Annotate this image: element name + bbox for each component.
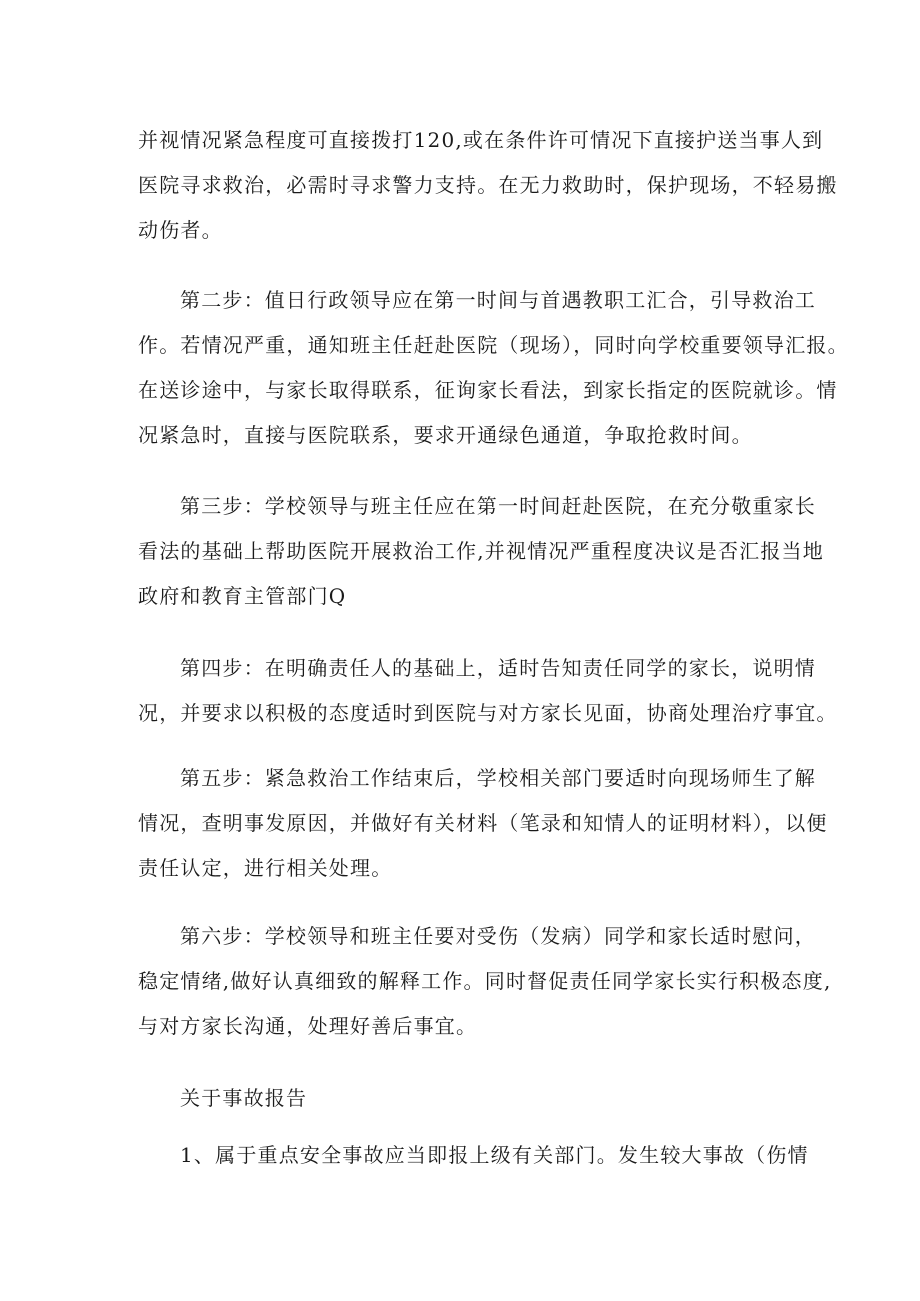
text-line: 第二步：值日行政领导应在第一时间与首遇教职工汇合，引导救治工 xyxy=(180,288,816,312)
paragraph-step-4 xyxy=(138,646,838,736)
text-line: 并视情况紧急程度可直接拨打120,或在条件许可情况下直接护送当事人到 xyxy=(138,128,824,152)
text-line: 看法的基础上帮助医院开展救治工作,并视情况严重程度决议是否汇报当地 xyxy=(138,539,824,563)
text-line: 第三步：学校领导与班主任应在第一时间赶赴医院，在充分敬重家长 xyxy=(180,494,816,518)
text-line: 况紧急时，直接与医院联系，要求开通绿色通道，争取抢救时间。 xyxy=(138,423,753,447)
text-line: 稳定情绪,做好认真细致的解释工作。同时督促责任同学家长实行积极态度, xyxy=(138,969,832,993)
heading-text: 关于事故报告 xyxy=(180,1086,308,1110)
list-item-1 xyxy=(138,1133,809,1178)
section-heading-accident-report xyxy=(138,1076,798,1121)
paragraph-continuation xyxy=(138,118,838,253)
paragraph-step-5 xyxy=(138,756,828,891)
text-line: 作。若情况严重，通知班主任赶赴医院（现场），同时向学校重要领导汇报。 xyxy=(138,333,849,357)
text-line: 第五步：紧急救治工作结束后，学校相关部门要适时向现场师生了解 xyxy=(180,766,816,790)
text-line: 政府和教育主管部门Q xyxy=(138,584,347,608)
text-line: 况，并要求以积极的态度适时到医院与对方家长见面，协商处理治疗事宜。 xyxy=(138,701,838,725)
text-line: 第四步：在明确责任人的基础上，适时告知责任同学的家长，说明情 xyxy=(180,656,816,680)
text-line: 情况，查明事发原因，并做好有关材料（笔录和知情人的证明材料），以便 xyxy=(138,811,828,835)
paragraph-step-3 xyxy=(138,484,824,619)
paragraph-step-2 xyxy=(138,278,849,458)
text-line: 与对方家长沟通，处理好善后事宜。 xyxy=(138,1014,478,1038)
text-line: 第六步：学校领导和班主任要对受伤（发病）同学和家长适时慰问， xyxy=(180,924,816,948)
text-line: 责任认定，进行相关处理。 xyxy=(138,856,393,880)
text-line: 动伤者。 xyxy=(138,218,223,242)
text-line: 1、属于重点安全事故应当即报上级有关部门。发生较大事故（伤情 xyxy=(180,1143,809,1167)
text-line: 在送诊途中，与家长取得联系，征询家长看法，到家长指定的医院就诊。情 xyxy=(138,378,838,402)
text-line: 医院寻求救治，必需时寻求警力支持。在无力救助时，保护现场，不轻易搬 xyxy=(138,173,838,197)
paragraph-step-6 xyxy=(138,914,832,1049)
